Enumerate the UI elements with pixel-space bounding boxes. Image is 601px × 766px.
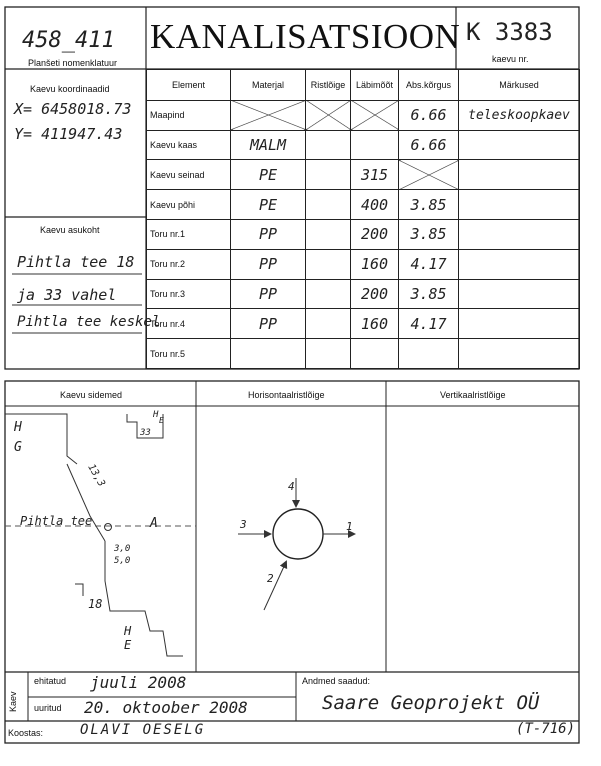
cell-notes (459, 279, 580, 309)
measured-value: 20. oktoober 2008 (84, 698, 248, 717)
table-row (147, 249, 580, 279)
pipe-label-2: 2 (267, 572, 274, 585)
cell-notes (459, 190, 580, 220)
cell-diameter (351, 339, 399, 369)
header-height: Abs.kõrgus (399, 70, 459, 101)
cell-diameter-crossed (351, 100, 399, 130)
header-element: Element (147, 70, 231, 101)
cell-material: PE (231, 190, 306, 220)
built-label: ehitatud (34, 676, 67, 686)
location-line-3: Pihtla tee keskel (17, 314, 161, 330)
sketch-road-name: Pihtla tee (20, 514, 93, 528)
ties-sketch (5, 406, 196, 672)
location-line-2: ja 33 vahel (17, 286, 117, 304)
pipe-label-3: 3 (240, 518, 247, 531)
section-vertical-title: Vertikaalristlõige (440, 390, 506, 400)
cell-material-crossed (231, 100, 306, 130)
cell-element: Maapind (147, 100, 231, 130)
cell-section (306, 220, 351, 250)
cell-material: PP (231, 309, 306, 339)
cell-element: Kaevu seinad (147, 160, 231, 190)
table-row (147, 339, 580, 369)
cell-material (231, 339, 306, 369)
table-header-row (147, 70, 580, 101)
sketch-building-number: 33 (140, 428, 151, 438)
cell-height: 3.85 (399, 190, 459, 220)
cell-element: Kaevu kaas (147, 130, 231, 160)
cell-height: 6.66 (399, 130, 459, 160)
section-ties-title: Kaevu sidemed (60, 390, 123, 400)
location-underlines (0, 0, 146, 369)
table-row (147, 190, 580, 220)
measured-label: uuritud (34, 703, 62, 713)
document-code: (T-716) (516, 721, 576, 737)
cell-element: Kaevu põhi (147, 190, 231, 220)
table-row (147, 309, 580, 339)
well-caption: kaevu nr. (492, 54, 529, 64)
sketch-label-h-bottom: H (124, 624, 132, 638)
coordinate-y: Y= 411947.43 (14, 125, 123, 143)
cell-material: PE (231, 160, 306, 190)
cell-notes (459, 249, 580, 279)
cell-notes (459, 309, 580, 339)
sketch-label-e-bottom: E (124, 638, 132, 652)
location-caption: Kaevu asukoht (40, 225, 100, 235)
cell-height: 4.17 (399, 309, 459, 339)
cell-element: Toru nr.3 (147, 279, 231, 309)
sketch-distance-2: 3,0 (114, 544, 131, 554)
location-line-1: Pihtla tee 18 (17, 253, 135, 271)
cell-diameter: 160 (351, 309, 399, 339)
table-row (147, 220, 580, 250)
sketch-number-18: 18 (88, 597, 103, 611)
cell-section-crossed (306, 100, 351, 130)
header-diameter: Läbimõõt (351, 70, 399, 101)
cell-element: Toru nr.2 (147, 249, 231, 279)
cell-diameter: 400 (351, 190, 399, 220)
cell-section (306, 249, 351, 279)
sketch-road-a: A (150, 516, 158, 531)
page-title: KANALISATSIOON (150, 17, 461, 56)
sketch-building-h: H (153, 410, 159, 420)
sketch-building-e: E (159, 416, 164, 425)
sketch-label-g: G (14, 440, 22, 455)
cell-element: Toru nr.4 (147, 309, 231, 339)
cell-height: 3.85 (399, 279, 459, 309)
cell-diameter: 200 (351, 220, 399, 250)
cell-diameter: 315 (351, 160, 399, 190)
cell-material: PP (231, 220, 306, 250)
sketch-label-h-top: H (14, 420, 22, 435)
horizontal-section-drawing (196, 406, 386, 672)
cell-notes (459, 220, 580, 250)
cell-height: 4.17 (399, 249, 459, 279)
cell-section (306, 309, 351, 339)
well-data-table (146, 69, 580, 369)
table-row (147, 130, 580, 160)
author-label: Koostas: (8, 728, 44, 738)
cell-notes (459, 160, 580, 190)
cell-diameter: 160 (351, 249, 399, 279)
footer-kaev-label: Kaev (8, 691, 18, 712)
cell-section (306, 279, 351, 309)
sketch-distance-3: 5,0 (114, 556, 131, 566)
author-value: OLAVI OESELG (80, 722, 206, 738)
header-material: Materjal (231, 70, 306, 101)
cell-material: PP (231, 249, 306, 279)
pipe-label-4: 4 (288, 480, 295, 493)
cell-section (306, 160, 351, 190)
sheet-number: 458_411 (22, 28, 115, 53)
sheet-caption: Planšeti nomenklatuur (28, 58, 118, 68)
table-row (147, 160, 580, 190)
cell-element: Toru nr.5 (147, 339, 231, 369)
cell-notes (459, 339, 580, 369)
cell-diameter (351, 130, 399, 160)
coordinate-x: X= 6458018.73 (14, 100, 132, 118)
source-value: Saare Geoprojekt OÜ (322, 692, 540, 714)
cell-section (306, 339, 351, 369)
section-horizontal-title: Horisontaalristlõige (248, 390, 325, 400)
coordinates-caption: Kaevu koordinaadid (30, 84, 110, 94)
cell-notes (459, 130, 580, 160)
sketch-distance-1: 13,3 (85, 462, 107, 489)
cell-notes: teleskoopkaev (459, 100, 580, 130)
pipe-label-1: 1 (346, 520, 353, 533)
cell-section (306, 190, 351, 220)
source-label: Andmed saadud: (302, 676, 371, 686)
well-number: K 3383 (466, 18, 553, 46)
cell-height: 6.66 (399, 100, 459, 130)
cell-diameter: 200 (351, 279, 399, 309)
table-row (147, 100, 580, 130)
cell-height-crossed (399, 160, 459, 190)
header-section: Ristlõige (306, 70, 351, 101)
cell-material: MALM (231, 130, 306, 160)
cell-section (306, 130, 351, 160)
built-value: juuli 2008 (90, 673, 187, 692)
table-row (147, 279, 580, 309)
cell-material: PP (231, 279, 306, 309)
cell-height (399, 339, 459, 369)
cell-height: 3.85 (399, 220, 459, 250)
header-notes: Märkused (459, 70, 580, 101)
cell-element: Toru nr.1 (147, 220, 231, 250)
